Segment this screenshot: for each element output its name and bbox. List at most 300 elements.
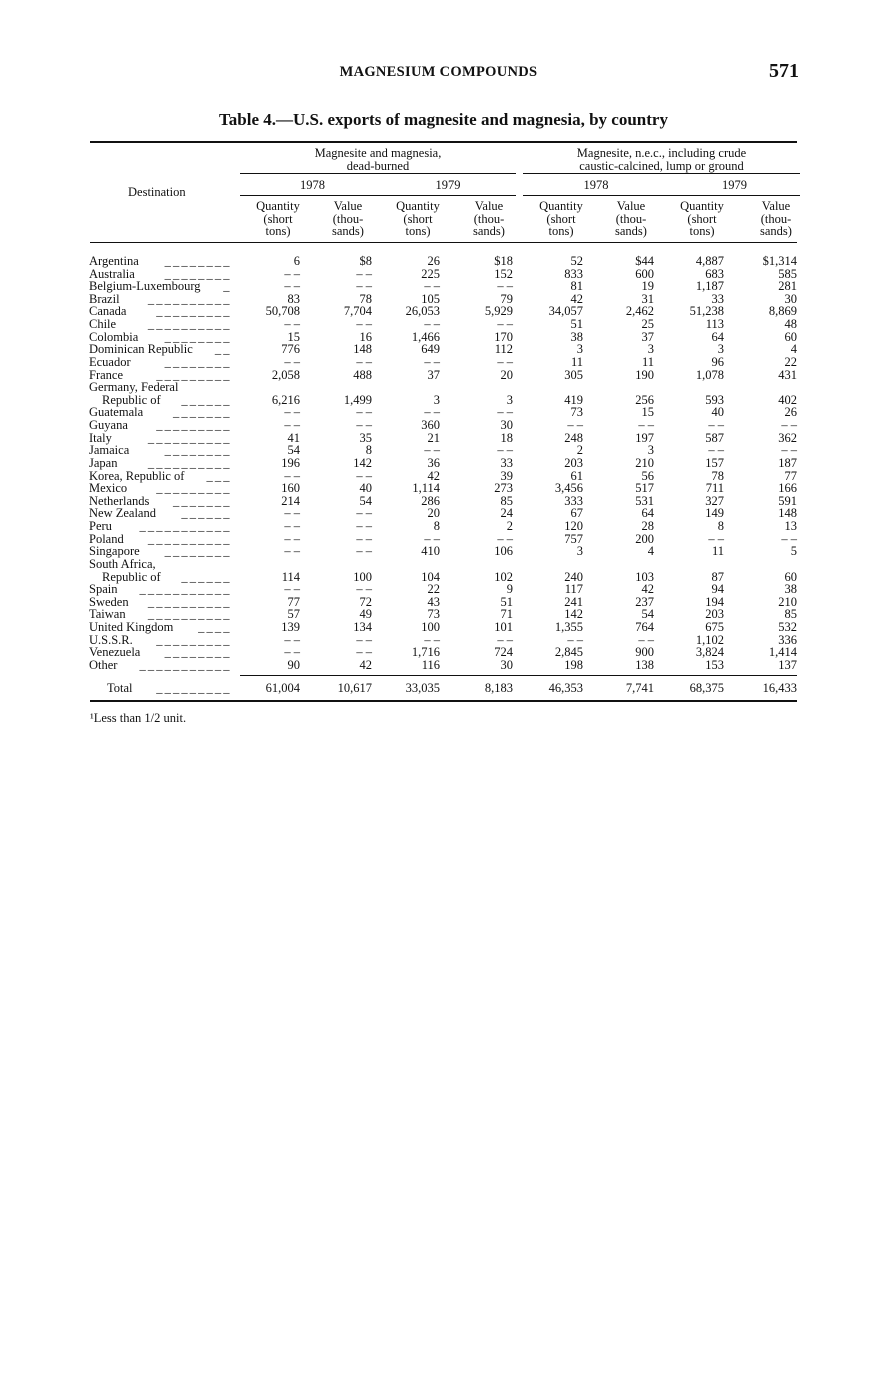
cell-nec-1979-quantity: 593: [705, 392, 724, 407]
column-header-line: (thou-: [332, 211, 364, 226]
cell-dead-burned-1979-quantity: 26,053: [405, 304, 440, 319]
cell-nec-1978-value: 3: [647, 443, 654, 458]
destination-name: Japan: [89, 455, 118, 470]
column-header-line: tons): [405, 224, 431, 238]
column-header-line: (thou-: [615, 211, 647, 226]
cell-nec-1979-quantity: 327: [705, 493, 724, 508]
cell-dead-burned-1979-value: – –: [497, 279, 513, 294]
cell-dead-burned-1979-quantity: 116: [421, 657, 440, 672]
cell-dead-burned-1978-value: 35: [359, 430, 372, 445]
leader-dots: _ _ _ _ _ _ _ _ _ _ _: [139, 657, 229, 672]
cell-nec-1979-value: 1,414: [768, 645, 797, 660]
cell-dead-burned-1978-value: 40: [359, 481, 372, 496]
cell-dead-burned-1978-quantity: 83: [287, 291, 300, 306]
cell-nec-1978-quantity: 2: [576, 443, 583, 458]
cell-nec-1979-quantity: 8: [717, 519, 724, 534]
cell-dead-burned-1979-value: 79: [500, 291, 513, 306]
destination-name: Germany, Federal: [89, 380, 179, 395]
cell-dead-burned-1979-quantity: 410: [421, 544, 440, 559]
cell-dead-burned-1979-value: – –: [497, 443, 513, 458]
year-header: 1978: [583, 178, 609, 192]
table-rule: [523, 173, 800, 174]
cell-nec-1979-value: 13: [784, 519, 797, 534]
cell-nec-1979-quantity: 3,824: [695, 645, 724, 660]
leader-dots: _ _ _ _ _ _ _ _ _: [156, 632, 229, 647]
leader-dots: _ _ _ _ _ _ _ _ _: [156, 418, 229, 433]
table-row: [0, 419, 877, 432]
column-header: [526, 200, 596, 238]
column-header: [313, 200, 383, 238]
cell-nec-1978-quantity: 3: [576, 544, 583, 559]
cell-nec-1978-value: 28: [641, 519, 654, 534]
group-header-line: dead-burned: [346, 159, 410, 173]
cell-nec-1979-value: 210: [778, 594, 797, 609]
table-rule: [240, 195, 516, 196]
destination-name: Guyana: [89, 418, 128, 433]
leader-dots: _ _ _ _ _ _ _ _ _ _: [147, 607, 229, 622]
destination-name: Republic of: [102, 569, 161, 584]
cell-dead-burned-1978-quantity: 2,058: [271, 367, 300, 382]
cell-nec-1978-quantity: 198: [564, 657, 583, 672]
column-header: [596, 200, 666, 238]
cell-dead-burned-1979-quantity: 22: [427, 582, 440, 597]
cell-nec-1978-value: 600: [635, 266, 654, 281]
cell-nec-1978-quantity: 142: [564, 607, 583, 622]
cell-dead-burned-1978-value: $8: [359, 254, 372, 268]
cell-dead-burned-1979-value: – –: [497, 531, 513, 546]
cell-dead-burned-1978-value: – –: [356, 632, 372, 647]
cell-dead-burned-1978-quantity: – –: [284, 468, 300, 483]
cell-dead-burned-1978-quantity: 61,004: [265, 681, 300, 695]
cell-dead-burned-1979-value: 39: [500, 468, 513, 483]
cell-nec-1979-quantity: – –: [708, 531, 724, 546]
cell-nec-1978-quantity: 34,057: [548, 304, 583, 319]
cell-nec-1979-value: 4: [790, 342, 797, 357]
cell-nec-1979-quantity: 87: [711, 569, 724, 584]
column-header-line: Quantity: [396, 199, 440, 213]
column-header-line: (short: [687, 211, 717, 226]
cell-nec-1979-quantity: 194: [705, 594, 724, 609]
cell-nec-1978-quantity: 333: [564, 493, 583, 508]
column-header: [383, 200, 453, 238]
leader-dots: _ _ _ _ _ _ _ _: [164, 354, 229, 369]
cell-nec-1978-value: 64: [641, 506, 654, 521]
cell-nec-1979-value: 8,869: [768, 304, 797, 319]
column-header-line: Quantity: [680, 199, 724, 213]
cell-dead-burned-1978-value: 1,499: [343, 392, 372, 407]
column-header-line: Value: [616, 199, 646, 213]
cell-nec-1979-quantity: 1,078: [695, 367, 724, 382]
cell-dead-burned-1979-quantity: – –: [424, 279, 440, 294]
cell-dead-burned-1978-quantity: – –: [284, 317, 300, 332]
cell-dead-burned-1979-quantity: 37: [427, 367, 440, 382]
cell-nec-1978-value: 200: [635, 531, 654, 546]
cell-dead-burned-1978-quantity: 77: [287, 594, 300, 609]
column-header-line: (thou-: [473, 211, 505, 226]
cell-dead-burned-1979-value: 102: [494, 569, 513, 584]
cell-dead-burned-1978-quantity: – –: [284, 266, 300, 281]
cell-nec-1978-quantity: 61: [570, 468, 583, 483]
cell-nec-1979-quantity: 11: [711, 544, 724, 559]
cell-dead-burned-1978-quantity: 139: [281, 619, 300, 634]
cell-dead-burned-1979-quantity: 33,035: [405, 681, 440, 695]
cell-nec-1978-quantity: – –: [567, 632, 583, 647]
cell-nec-1979-quantity: 1,102: [695, 632, 724, 647]
cell-dead-burned-1979-quantity: 1,716: [411, 645, 440, 660]
column-header-line: sands): [760, 224, 792, 238]
cell-dead-burned-1978-value: – –: [356, 582, 372, 597]
destination-name: Italy: [89, 430, 112, 445]
table-row: [0, 545, 877, 558]
leader-dots: _ _ _ _ _ _ _ _ _: [156, 304, 229, 319]
cell-dead-burned-1978-quantity: – –: [284, 405, 300, 420]
cell-nec-1979-value: 532: [778, 619, 797, 634]
leader-dots: _ _ _ _ _ _ _: [173, 493, 229, 508]
table-row: [0, 482, 877, 495]
destination-name: U.S.S.R.: [89, 632, 133, 647]
cell-dead-burned-1978-quantity: 90: [287, 657, 300, 672]
cell-nec-1979-quantity: 64: [711, 329, 724, 344]
cell-dead-burned-1978-value: 49: [359, 607, 372, 622]
cell-dead-burned-1978-quantity: 6,216: [271, 392, 300, 407]
cell-nec-1978-quantity: 1,355: [554, 619, 583, 634]
destination-name: Brazil: [89, 291, 120, 306]
leader-dots: _ _ _ _ _ _ _ _: [164, 645, 229, 660]
cell-nec-1978-quantity: 2,845: [554, 645, 583, 660]
cell-nec-1979-value: 137: [778, 657, 797, 672]
column-header-line: (thou-: [760, 211, 792, 226]
cell-nec-1979-value: 60: [784, 569, 797, 584]
destination-name: Chile: [89, 317, 117, 332]
cell-nec-1979-value: – –: [781, 418, 797, 433]
cell-nec-1978-quantity: – –: [567, 418, 583, 433]
destination-name: Poland: [89, 531, 124, 546]
cell-nec-1979-quantity: 96: [711, 354, 724, 369]
destination-name: Korea, Republic of: [89, 468, 185, 483]
year-header: 1978: [300, 178, 325, 192]
table-row: [0, 457, 877, 470]
cell-dead-burned-1979-value: 101: [494, 619, 513, 634]
column-group-header: [523, 147, 800, 173]
leader-dots: _ _ _ _ _ _ _ _: [164, 329, 229, 344]
leader-dots: _ _ _ _ _ _ _ _ _ _: [147, 594, 229, 609]
year-header: 1979: [435, 178, 461, 192]
cell-dead-burned-1978-value: 54: [359, 493, 372, 508]
cell-dead-burned-1979-value: 112: [494, 342, 513, 357]
cell-dead-burned-1978-value: – –: [356, 468, 372, 483]
column-header-line: Value: [761, 199, 791, 213]
cell-dead-burned-1979-value: 3: [506, 392, 513, 407]
cell-nec-1979-quantity: 711: [705, 481, 724, 496]
cell-dead-burned-1979-quantity: 225: [421, 266, 440, 281]
leader-dots: _ _ _ _ _ _ _ _ _ _: [147, 455, 229, 470]
cell-dead-burned-1979-quantity: 105: [421, 291, 440, 306]
cell-dead-burned-1978-value: – –: [356, 354, 372, 369]
table-rule: [90, 700, 797, 702]
cell-nec-1978-quantity: 120: [564, 519, 583, 534]
cell-dead-burned-1978-value: 7,704: [343, 304, 372, 319]
cell-dead-burned-1979-quantity: 21: [427, 430, 440, 445]
group-header-line: Magnesite, n.e.c., including crude: [576, 146, 747, 160]
cell-nec-1979-value: 591: [778, 493, 797, 508]
cell-dead-burned-1978-value: 16: [359, 329, 372, 344]
cell-nec-1978-quantity: 3: [576, 342, 583, 357]
cell-nec-1978-value: 56: [641, 468, 654, 483]
cell-nec-1979-quantity: 203: [705, 607, 724, 622]
cell-nec-1979-value: 60: [784, 329, 797, 344]
table-row: [0, 659, 877, 672]
cell-dead-burned-1979-quantity: – –: [424, 443, 440, 458]
cell-dead-burned-1978-value: 72: [359, 594, 372, 609]
total-label: Total: [107, 681, 133, 695]
cell-nec-1978-quantity: 46,353: [548, 681, 583, 695]
cell-nec-1978-value: 517: [635, 481, 654, 496]
cell-dead-burned-1978-value: 78: [359, 291, 372, 306]
cell-dead-burned-1979-quantity: 100: [421, 619, 440, 634]
cell-nec-1978-value: 531: [635, 493, 654, 508]
cell-nec-1978-value: 54: [641, 607, 654, 622]
cell-dead-burned-1979-quantity: – –: [424, 632, 440, 647]
cell-dead-burned-1979-value: 33: [500, 455, 513, 470]
cell-nec-1979-value: 166: [778, 481, 797, 496]
cell-nec-1979-value: 402: [778, 392, 797, 407]
cell-dead-burned-1978-quantity: – –: [284, 632, 300, 647]
cell-dead-burned-1979-value: 273: [494, 481, 513, 496]
cell-nec-1978-quantity: 757: [564, 531, 583, 546]
leader-dots: _ _ _ _ _ _ _ _ _: [156, 367, 229, 382]
cell-dead-burned-1979-quantity: 36: [427, 455, 440, 470]
cell-nec-1979-value: 22: [784, 354, 797, 369]
table-rule: [523, 195, 800, 196]
cell-dead-burned-1978-quantity: – –: [284, 418, 300, 433]
cell-dead-burned-1979-value: 152: [494, 266, 513, 281]
cell-nec-1979-quantity: 153: [705, 657, 724, 672]
stub-header: Destination: [128, 185, 186, 199]
cell-dead-burned-1979-value: 18: [500, 430, 513, 445]
cell-dead-burned-1979-quantity: 42: [427, 468, 440, 483]
leader-dots: _ _ _ _ _ _ _ _: [164, 266, 229, 281]
destination-name: Venezuela: [89, 645, 141, 660]
cell-nec-1978-value: – –: [638, 632, 654, 647]
cell-nec-1979-value: 148: [778, 506, 797, 521]
column-header-line: Quantity: [539, 199, 583, 213]
cell-dead-burned-1979-quantity: 360: [421, 418, 440, 433]
cell-dead-burned-1978-quantity: 54: [287, 443, 300, 458]
cell-nec-1979-quantity: 149: [705, 506, 724, 521]
cell-nec-1979-quantity: 587: [705, 430, 724, 445]
column-header-line: (short: [546, 211, 576, 226]
cell-dead-burned-1979-quantity: 43: [427, 594, 440, 609]
footnote: ¹Less than 1/2 unit.: [90, 711, 187, 725]
column-header-line: tons): [548, 224, 574, 238]
cell-dead-burned-1978-value: – –: [356, 317, 372, 332]
destination-name: Singapore: [89, 544, 140, 559]
page-number: 571: [769, 60, 799, 82]
cell-dead-burned-1978-value: 142: [353, 455, 372, 470]
cell-nec-1979-quantity: 78: [711, 468, 724, 483]
cell-nec-1978-quantity: 51: [570, 317, 583, 332]
destination-name: Sweden: [89, 594, 129, 609]
cell-nec-1978-quantity: 42: [570, 291, 583, 306]
cell-dead-burned-1978-quantity: 160: [281, 481, 300, 496]
destination-name: South Africa,: [89, 556, 156, 571]
cell-dead-burned-1978-quantity: 41: [287, 430, 300, 445]
year-header: 1979: [722, 178, 747, 192]
cell-dead-burned-1979-value: 20: [500, 367, 513, 382]
cell-dead-burned-1979-value: 106: [494, 544, 513, 559]
column-header: [741, 200, 811, 238]
destination-name: Colombia: [89, 329, 139, 344]
table-row: [0, 583, 877, 596]
table-row: [0, 558, 877, 571]
cell-nec-1979-value: 48: [784, 317, 797, 332]
cell-dead-burned-1979-quantity: 104: [421, 569, 440, 584]
destination-name: Spain: [89, 582, 118, 597]
cell-dead-burned-1979-value: 51: [500, 594, 513, 609]
leader-dots: _ _ _ _ _ _: [181, 569, 229, 584]
cell-dead-burned-1979-quantity: 73: [427, 607, 440, 622]
leader-dots: _ _ _ _ _ _ _ _ _ _: [147, 531, 229, 546]
cell-dead-burned-1978-quantity: – –: [284, 544, 300, 559]
leader-dots: _ _ _ _ _ _ _ _ _: [156, 681, 229, 695]
leader-dots: _ _: [214, 342, 229, 357]
cell-dead-burned-1978-quantity: 15: [287, 329, 300, 344]
cell-nec-1979-value: 30: [784, 291, 797, 306]
cell-dead-burned-1979-quantity: – –: [424, 354, 440, 369]
cell-nec-1978-value: 197: [635, 430, 654, 445]
cell-nec-1979-value: 187: [778, 455, 797, 470]
table-row: [0, 318, 877, 331]
cell-nec-1979-value: 585: [778, 266, 797, 281]
cell-nec-1978-quantity: 833: [564, 266, 583, 281]
cell-dead-burned-1978-value: – –: [356, 544, 372, 559]
cell-nec-1978-value: 19: [641, 279, 654, 294]
destination-name: United Kingdom: [89, 619, 174, 634]
cell-dead-burned-1979-value: 5,929: [484, 304, 513, 319]
cell-nec-1978-quantity: 419: [564, 392, 583, 407]
cell-dead-burned-1979-value: 8,183: [484, 681, 513, 695]
cell-dead-burned-1978-quantity: 114: [281, 569, 300, 584]
cell-nec-1979-value: 16,433: [762, 681, 797, 695]
cell-nec-1978-value: – –: [638, 418, 654, 433]
cell-nec-1979-value: 362: [778, 430, 797, 445]
cell-nec-1979-quantity: 94: [711, 582, 724, 597]
cell-nec-1978-quantity: 240: [564, 569, 583, 584]
cell-dead-burned-1978-value: 148: [353, 342, 372, 357]
cell-dead-burned-1979-value: 9: [506, 582, 513, 597]
cell-nec-1978-value: 37: [641, 329, 654, 344]
destination-name: Belgium-Luxembourg: [89, 279, 201, 294]
column-header-line: sands): [615, 224, 647, 238]
destination-name: Taiwan: [89, 607, 126, 622]
leader-dots: _: [223, 279, 229, 294]
cell-dead-burned-1978-quantity: – –: [284, 506, 300, 521]
destination-name: Other: [89, 657, 118, 672]
cell-dead-burned-1979-quantity: 3: [433, 392, 440, 407]
column-header-line: tons): [689, 224, 715, 238]
cell-nec-1978-value: 15: [641, 405, 654, 420]
cell-nec-1978-value: 138: [635, 657, 654, 672]
cell-nec-1978-quantity: 73: [570, 405, 583, 420]
cell-dead-burned-1978-quantity: – –: [284, 519, 300, 534]
cell-nec-1979-value: 26: [784, 405, 797, 420]
column-header-line: Value: [333, 199, 363, 213]
destination-name: New Zealand: [89, 506, 156, 521]
cell-dead-burned-1979-value: 24: [500, 506, 513, 521]
table-title: Table 4.—U.S. exports of magnesite and magnesia, by country: [219, 110, 668, 129]
cell-nec-1978-value: 190: [635, 367, 654, 382]
cell-dead-burned-1978-value: – –: [356, 506, 372, 521]
cell-dead-burned-1978-value: – –: [356, 279, 372, 294]
group-header-line: Magnesite and magnesia,: [314, 146, 442, 160]
cell-dead-burned-1979-quantity: 286: [421, 493, 440, 508]
cell-dead-burned-1978-value: 10,617: [337, 681, 372, 695]
leader-dots: _ _ _ _ _ _ _ _: [164, 544, 229, 559]
column-header-line: tons): [265, 224, 291, 238]
cell-nec-1979-value: 336: [778, 632, 797, 647]
leader-dots: _ _ _ _ _ _ _ _ _ _: [147, 317, 229, 332]
cell-nec-1978-quantity: 241: [564, 594, 583, 609]
cell-dead-burned-1978-quantity: 57: [287, 607, 300, 622]
cell-dead-burned-1978-value: – –: [356, 519, 372, 534]
cell-dead-burned-1978-quantity: – –: [284, 645, 300, 660]
cell-dead-burned-1978-quantity: 196: [281, 455, 300, 470]
cell-nec-1978-value: 11: [641, 354, 654, 369]
cell-dead-burned-1979-value: 30: [500, 418, 513, 433]
destination-name: Peru: [89, 519, 112, 534]
leader-dots: _ _ _ _ _ _ _: [173, 405, 229, 420]
cell-dead-burned-1978-value: 100: [353, 569, 372, 584]
cell-dead-burned-1979-value: 30: [500, 657, 513, 672]
cell-nec-1978-value: 2,462: [625, 304, 654, 319]
table-row: [0, 255, 877, 268]
cell-nec-1979-quantity: 675: [705, 619, 724, 634]
leader-dots: _ _ _: [206, 468, 229, 483]
destination-name: Ecuador: [89, 354, 131, 369]
column-header: [454, 200, 524, 238]
cell-nec-1979-quantity: 51,238: [689, 304, 724, 319]
cell-nec-1978-value: 764: [635, 619, 654, 634]
destination-name: Mexico: [89, 481, 128, 496]
cell-dead-burned-1979-value: – –: [497, 632, 513, 647]
cell-nec-1979-quantity: 68,375: [689, 681, 724, 695]
column-header-line: Value: [474, 199, 504, 213]
destination-name: Republic of: [102, 392, 161, 407]
destination-name: France: [89, 367, 124, 382]
cell-dead-burned-1978-quantity: – –: [284, 279, 300, 294]
leader-dots: _ _ _ _ _ _ _ _ _ _ _: [139, 519, 229, 534]
cell-dead-burned-1978-value: – –: [356, 418, 372, 433]
leader-dots: _ _ _ _ _ _ _ _ _: [156, 481, 229, 496]
cell-dead-burned-1979-value: – –: [497, 317, 513, 332]
cell-nec-1978-quantity: 67: [570, 506, 583, 521]
cell-dead-burned-1979-quantity: 1,114: [412, 481, 440, 496]
table-row: [0, 621, 877, 634]
cell-dead-burned-1979-value: – –: [497, 405, 513, 420]
column-header: [667, 200, 737, 238]
column-header-line: sands): [473, 224, 505, 238]
total-row: [0, 682, 877, 695]
cell-dead-burned-1978-value: – –: [356, 405, 372, 420]
table-row: [0, 646, 877, 659]
cell-dead-burned-1978-quantity: 776: [281, 342, 300, 357]
table-row: [0, 356, 877, 369]
cell-nec-1978-value: 31: [641, 291, 654, 306]
cell-nec-1979-quantity: 40: [711, 405, 724, 420]
cell-dead-burned-1979-value: $18: [494, 254, 513, 268]
cell-nec-1979-quantity: 33: [711, 291, 724, 306]
destination-name: Canada: [89, 304, 127, 319]
